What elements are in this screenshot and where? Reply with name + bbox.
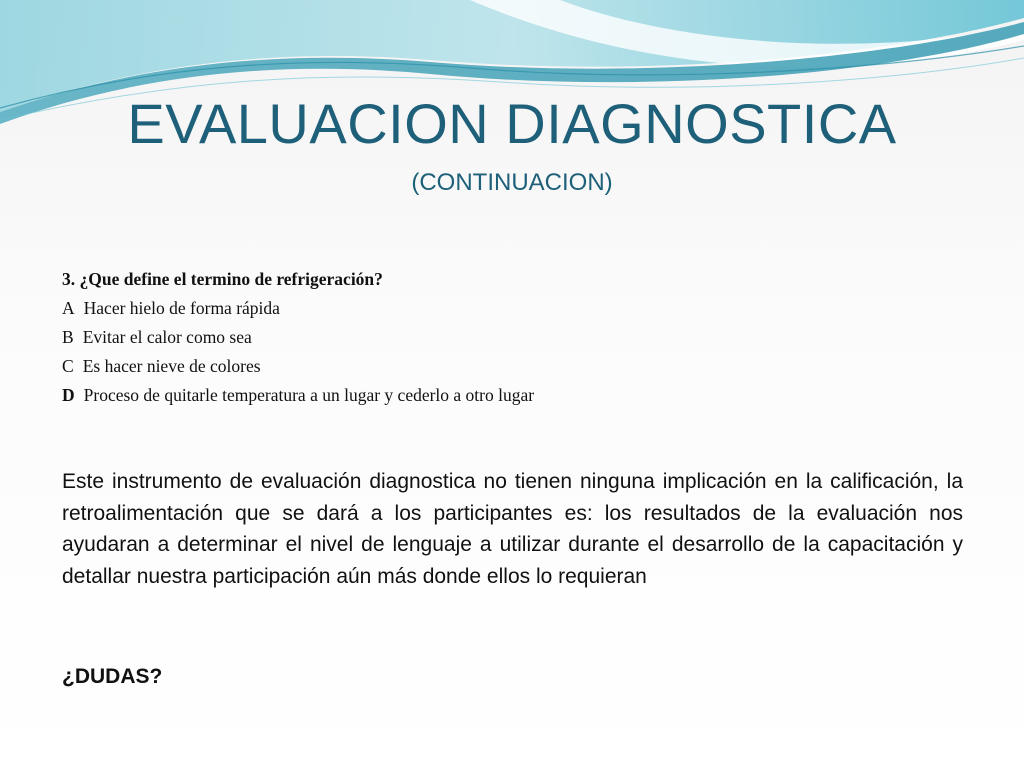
explanation-paragraph: Este instrumento de evaluación diagnostica no tienen ninguna implicación en la calificación, la retroalimentación que se dará a los participantes es: los resultados de la evaluación nos ayudaran a determinar el nivel de lenguaje a utilizar durante el desarrollo de la capacitación y detallar nuestra participación aún más donde ellos lo requieran	[62, 470, 963, 588]
option-a	[62, 294, 962, 323]
question-prompt: 3. ¿Que define el termino de refrigeración?	[62, 269, 383, 289]
option-text: Evitar el calor como sea	[82, 327, 252, 347]
option-letter: C	[62, 356, 74, 376]
option-letter: D	[62, 385, 75, 405]
slide-title: EVALUACION DIAGNOSTICA	[127, 92, 897, 155]
option-d	[62, 381, 962, 410]
slide-subtitle: (CONTINUACION)	[411, 169, 613, 196]
questions-prompt: ¿DUDAS?	[62, 665, 163, 688]
option-text: Es hacer nieve de colores	[82, 356, 261, 376]
option-letter: A	[62, 298, 75, 318]
option-text: Proceso de quitarle temperatura a un lugar y cederlo a otro lugar	[83, 385, 535, 405]
option-text: Hacer hielo de forma rápida	[83, 298, 280, 318]
option-letter: B	[62, 327, 74, 347]
option-c	[62, 352, 962, 381]
question-block	[62, 265, 962, 410]
option-b	[62, 323, 962, 352]
